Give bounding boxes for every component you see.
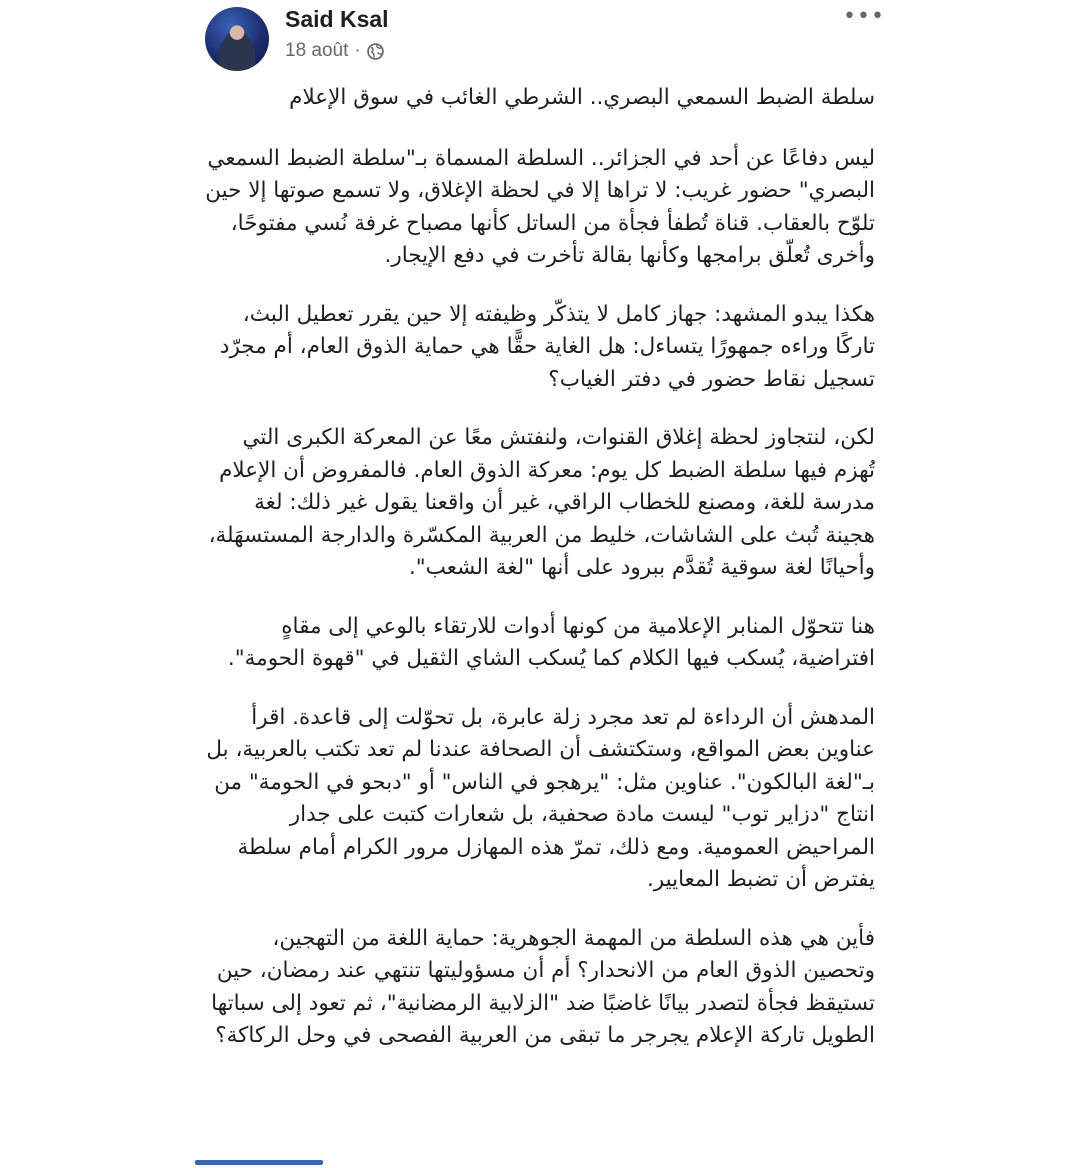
globe-icon [367,43,384,60]
post-paragraph-6: فأين هي هذه السلطة من المهمة الجوهرية: حماية اللغة من التهجين، وتحصين الذوق العام من الانحدار؟ أم أن مسؤوليتها تنتهي عند رمضان، حين تستيقظ فجأة لتصدر بيانًا غاضبًا ضد "الزلابية الرمضانية"، ثم تعود إلى سباتها الطويل تاركة الإعلام يجرجر ما تبقى من العربية الفصحى في وحل الركاكة؟ [211,925,875,1048]
post-date[interactable]: 18 août [285,40,349,61]
author-name[interactable]: Said Ksal [285,6,389,32]
post-meta [285,40,384,62]
facebook-post [195,0,895,1168]
post-paragraph-3: لكن، لنتجاوز لحظة إغلاق القنوات، ولنفتش معًا عن المعركة الكبرى التي تُهزم فيها سلطة الضبط كل يوم: معركة الذوق العام. فالمفروض أن الإعلام مدرسة للغة، ومصنع للخطاب الراقي، غير أن واقعنا يقول غير ذلك: لغة هجينة تُبث على الشاشات، خليط من العربية المكسّرة والدارجة المستسهَلة، وأحيانًا لغة سوقية تُقدَّم ببرود على أنها "لغة الشعب". [208,425,875,580]
post-paragraph-1: ليس دفاعًا عن أحد في الجزائر.. السلطة المسماة بـ"سلطة الضبط السمعي البصري" حضور غريب: لا تراها إلا في لحظة الإغلاق، ولا تسمع صوتها إلا حين تلوّح بالعقاب. قناة تُطفأ فجأة من الساتل كأنها مصباح غرفة نُسي مفتوحًا، وأخرى تُعلّق برامجها وكأنها بقالة تأخرت في دفع الإيجار. [205,145,875,268]
meta-separator: · [354,40,361,61]
post-paragraph-2: هكذا يبدو المشهد: جهاز كامل لا يتذكّر وظيفته إلا حين يقرر تعطيل البث، تاركًا وراءه جمهورًا يتساءل: هل الغاية حقًّا هي حماية الذوق العام، أم مجرّد تسجيل نقاط حضور في دفتر الغياب؟ [219,301,875,392]
post-paragraph-4: هنا تتحوّل المنابر الإعلامية من كونها أدوات للارتقاء بالوعي إلى مقاهٍ افتراضية، يُسكب فيها الكلام كما يُسكب الشاي الثقيل في "قهوة الحومة". [227,613,875,671]
post-title: سلطة الضبط السمعي البصري.. الشرطي الغائب في سوق الإعلام [289,85,875,110]
media-progress-bar [195,1160,323,1165]
post-text [205,82,875,1079]
post-header [195,0,895,72]
more-options-icon[interactable]: ••• [843,4,885,29]
author-avatar[interactable] [205,7,269,71]
post-paragraph-5: المدهش أن الرداءة لم تعد مجرد زلة عابرة، بل تحوّلت إلى قاعدة. اقرأ عناوين بعض المواقع، وستكتشف أن الصحافة عندنا لم تعد تكتب بالعربية، بل بـ"لغة البالكون". عناوين مثل: "يرهجو في الناس" أو "دبحو في الحومة" من انتاج "دزاير توب" ليست مادة صحفية، بل شعارات كتبت على جدار المراحيض العمومية. ومع ذلك، تمرّ هذه المهازل مرور الكرام أمام سلطة يفترض أن تضبط المعايير. [206,704,875,892]
